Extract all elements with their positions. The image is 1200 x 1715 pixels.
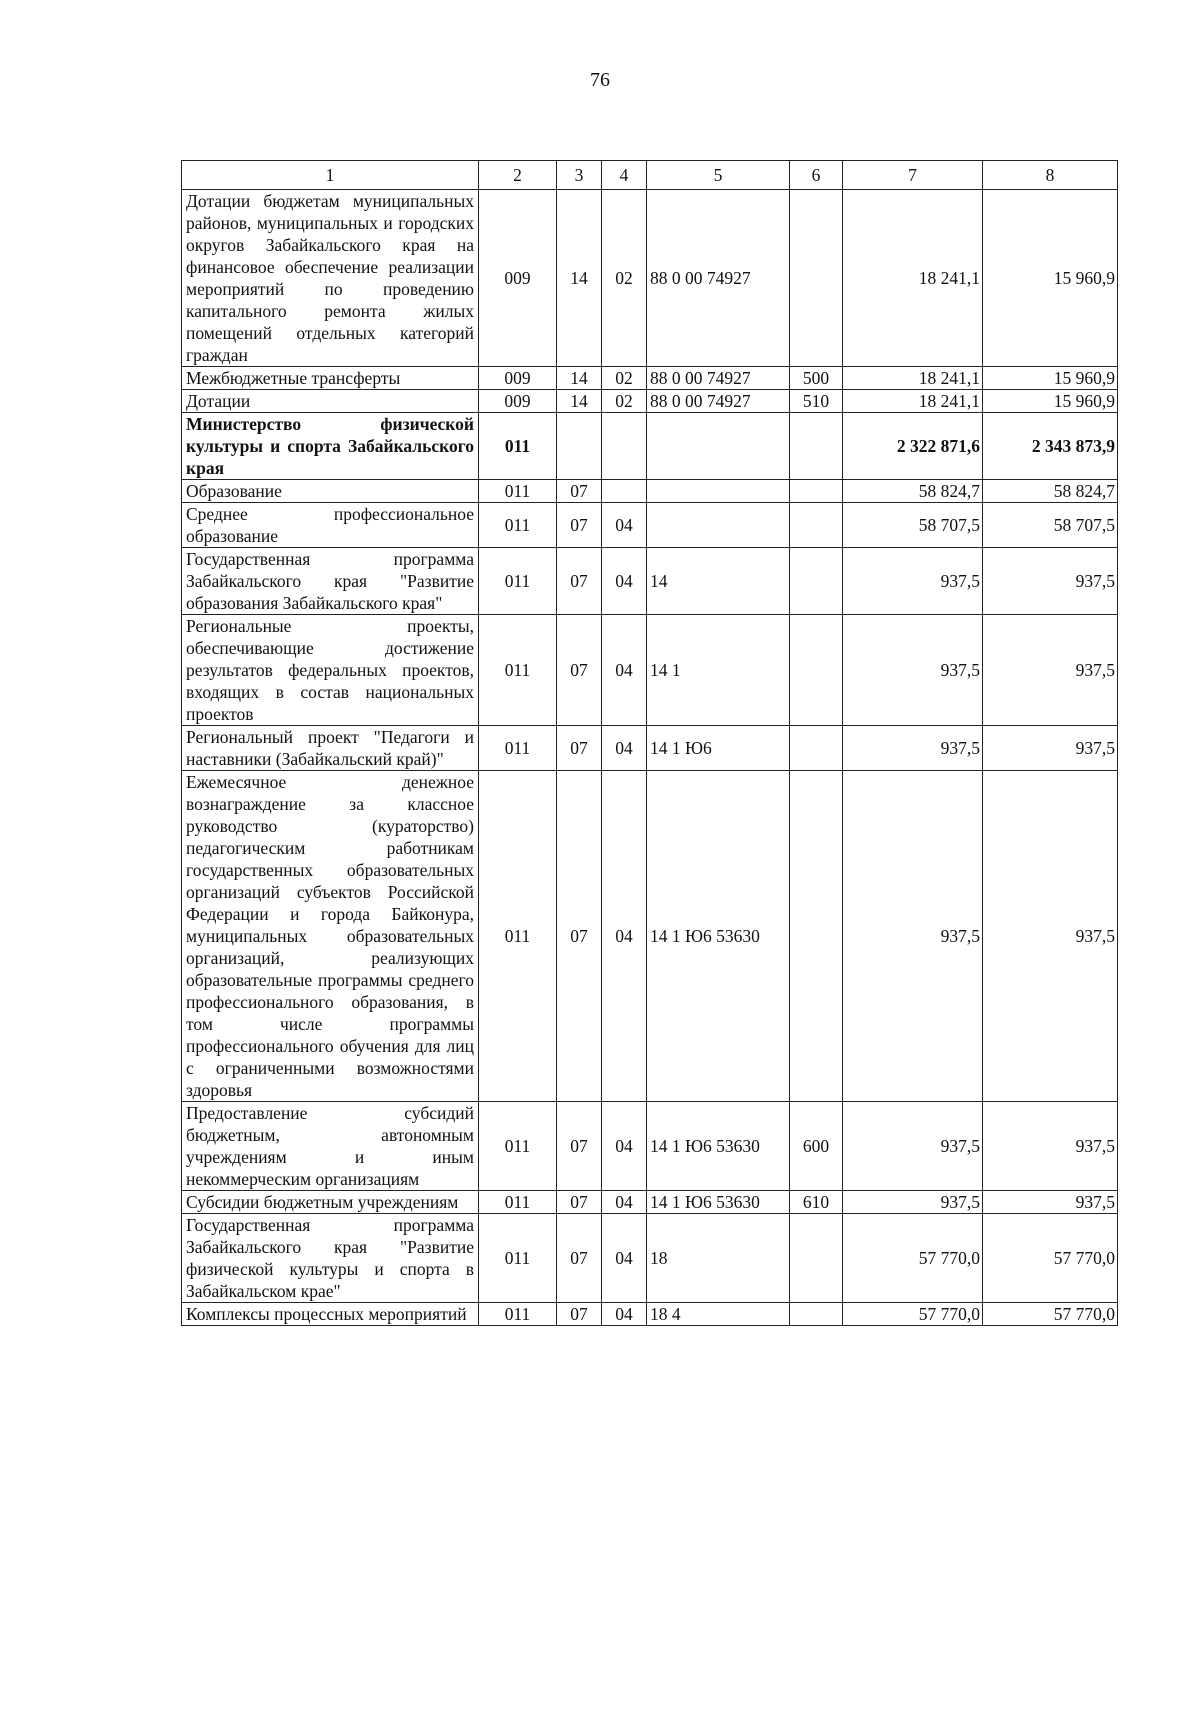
row-subsection-cell: 04: [602, 503, 647, 548]
table-row: [182, 190, 1118, 367]
row-subsection-cell: [602, 480, 647, 503]
row-amount-year2-cell: 15 960,9: [983, 367, 1118, 390]
row-target-article-cell: 18: [647, 1214, 790, 1303]
row-amount-year2-cell: 937,5: [983, 1191, 1118, 1214]
row-amount-year1-cell: 937,5: [843, 1191, 983, 1214]
row-expense-type-cell: [790, 726, 843, 771]
row-section-cell: 07: [557, 1303, 602, 1326]
row-subsection-cell: 04: [602, 548, 647, 615]
row-section-cell: 07: [557, 1191, 602, 1214]
row-amount-year1-cell: 58 824,7: [843, 480, 983, 503]
row-name-cell: Дотации: [182, 390, 479, 413]
row-subsection-cell: 02: [602, 390, 647, 413]
row-subsection-cell: 04: [602, 1191, 647, 1214]
row-amount-year1-cell: 937,5: [843, 1102, 983, 1191]
header-cell-5: 5: [647, 161, 790, 190]
table-row: [182, 1191, 1118, 1214]
row-admin-code-cell: 009: [479, 367, 557, 390]
table-row: [182, 390, 1118, 413]
row-name-cell: Среднее профессиональное образование: [182, 503, 479, 548]
row-target-article-cell: 88 0 00 74927: [647, 367, 790, 390]
row-section-cell: 07: [557, 771, 602, 1102]
row-section-cell: 07: [557, 503, 602, 548]
row-target-article-cell: [647, 480, 790, 503]
row-section-cell: 14: [557, 367, 602, 390]
row-admin-code-cell: 011: [479, 480, 557, 503]
row-amount-year2-cell: 57 770,0: [983, 1214, 1118, 1303]
row-name-cell: Предоставление субсидий бюджетным, автономным учреждениям и иным некоммерческим организациям: [182, 1102, 479, 1191]
row-amount-year1-cell: 57 770,0: [843, 1303, 983, 1326]
table-row: [182, 615, 1118, 726]
table-row: [182, 726, 1118, 771]
table-header-row: [182, 161, 1118, 190]
row-target-article-cell: 14 1 Ю6 53630: [647, 771, 790, 1102]
row-amount-year1-cell: 937,5: [843, 548, 983, 615]
row-admin-code-cell: 011: [479, 1102, 557, 1191]
row-amount-year1-cell: 2 322 871,6: [843, 413, 983, 480]
row-expense-type-cell: 600: [790, 1102, 843, 1191]
row-admin-code-cell: 011: [479, 548, 557, 615]
row-name-cell: Ежемесячное денежное вознаграждение за классное руководство (кураторство) педагогическим работникам государственных образовательных организаций субъектов Российской Федерации и города Байконура, муниципальных образовательных организаций, реализующих образовательные программы среднего профессионального образования, в том числе программы профессионального обучения для лиц с ограниченными возможностями здоровья: [182, 771, 479, 1102]
row-admin-code-cell: 011: [479, 771, 557, 1102]
row-amount-year1-cell: 58 707,5: [843, 503, 983, 548]
row-expense-type-cell: 510: [790, 390, 843, 413]
row-name-cell: Дотации бюджетам муниципальных районов, муниципальных и городских округов Забайкальского края на финансовое обеспечение реализации мероприятий по проведению капитального ремонта жилых помещений отдельных категорий граждан: [182, 190, 479, 367]
row-name-cell: Комплексы процессных мероприятий: [182, 1303, 479, 1326]
row-amount-year2-cell: 57 770,0: [983, 1303, 1118, 1326]
row-amount-year2-cell: 15 960,9: [983, 390, 1118, 413]
page-number: 76: [590, 69, 610, 91]
row-amount-year1-cell: 937,5: [843, 726, 983, 771]
header-cell-6: 6: [790, 161, 843, 190]
row-section-cell: 07: [557, 726, 602, 771]
row-name-cell: Региональные проекты, обеспечивающие достижение результатов федеральных проектов, входящих в состав национальных проектов: [182, 615, 479, 726]
row-expense-type-cell: [790, 413, 843, 480]
row-name-cell: Региональный проект "Педагоги и наставники (Забайкальский край)": [182, 726, 479, 771]
row-subsection-cell: 04: [602, 726, 647, 771]
table-row: [182, 1303, 1118, 1326]
row-amount-year2-cell: 58 824,7: [983, 480, 1118, 503]
row-amount-year2-cell: 937,5: [983, 548, 1118, 615]
row-admin-code-cell: 011: [479, 1191, 557, 1214]
row-amount-year2-cell: 937,5: [983, 615, 1118, 726]
row-expense-type-cell: [790, 190, 843, 367]
row-section-cell: 07: [557, 480, 602, 503]
table-row: [182, 548, 1118, 615]
row-target-article-cell: [647, 503, 790, 548]
row-subsection-cell: 04: [602, 771, 647, 1102]
row-target-article-cell: 88 0 00 74927: [647, 190, 790, 367]
header-cell-1: 1: [182, 161, 479, 190]
row-subsection-cell: 04: [602, 1102, 647, 1191]
row-expense-type-cell: [790, 1214, 843, 1303]
row-target-article-cell: 14 1 Ю6: [647, 726, 790, 771]
row-expense-type-cell: 500: [790, 367, 843, 390]
row-section-cell: [557, 413, 602, 480]
row-section-cell: 07: [557, 548, 602, 615]
row-subsection-cell: 02: [602, 367, 647, 390]
row-admin-code-cell: 011: [479, 1214, 557, 1303]
row-target-article-cell: 14: [647, 548, 790, 615]
table-row: [182, 1214, 1118, 1303]
row-name-cell: Образование: [182, 480, 479, 503]
row-admin-code-cell: 011: [479, 615, 557, 726]
row-amount-year2-cell: 937,5: [983, 726, 1118, 771]
row-amount-year1-cell: 57 770,0: [843, 1214, 983, 1303]
row-admin-code-cell: 009: [479, 390, 557, 413]
row-target-article-cell: 14 1 Ю6 53630: [647, 1102, 790, 1191]
header-cell-8: 8: [983, 161, 1118, 190]
row-amount-year1-cell: 937,5: [843, 615, 983, 726]
row-name-cell: Межбюджетные трансферты: [182, 367, 479, 390]
budget-table: [181, 160, 1118, 1326]
row-expense-type-cell: [790, 548, 843, 615]
row-name-cell: Субсидии бюджетным учреждениям: [182, 1191, 479, 1214]
row-expense-type-cell: [790, 503, 843, 548]
row-expense-type-cell: [790, 1303, 843, 1326]
row-subsection-cell: 04: [602, 1303, 647, 1326]
row-expense-type-cell: [790, 480, 843, 503]
row-admin-code-cell: 011: [479, 503, 557, 548]
table-row: [182, 771, 1118, 1102]
header-cell-3: 3: [557, 161, 602, 190]
table-row: [182, 480, 1118, 503]
row-name-cell: Государственная программа Забайкальского края "Развитие физической культуры и спорта в Забайкальском крае": [182, 1214, 479, 1303]
row-name-cell: Министерство физической культуры и спорта Забайкальского края: [182, 413, 479, 480]
row-amount-year2-cell: 937,5: [983, 771, 1118, 1102]
row-section-cell: 07: [557, 1102, 602, 1191]
row-subsection-cell: 04: [602, 615, 647, 726]
row-amount-year2-cell: 58 707,5: [983, 503, 1118, 548]
header-cell-7: 7: [843, 161, 983, 190]
row-target-article-cell: 18 4: [647, 1303, 790, 1326]
table-row: [182, 503, 1118, 548]
row-amount-year1-cell: 18 241,1: [843, 190, 983, 367]
row-amount-year1-cell: 18 241,1: [843, 390, 983, 413]
header-cell-2: 2: [479, 161, 557, 190]
row-target-article-cell: 14 1: [647, 615, 790, 726]
row-subsection-cell: [602, 413, 647, 480]
row-amount-year2-cell: 937,5: [983, 1102, 1118, 1191]
row-amount-year1-cell: 18 241,1: [843, 367, 983, 390]
header-cell-4: 4: [602, 161, 647, 190]
row-admin-code-cell: 011: [479, 1303, 557, 1326]
row-section-cell: 14: [557, 390, 602, 413]
row-section-cell: 07: [557, 1214, 602, 1303]
row-amount-year1-cell: 937,5: [843, 771, 983, 1102]
row-expense-type-cell: [790, 615, 843, 726]
row-target-article-cell: 14 1 Ю6 53630: [647, 1191, 790, 1214]
row-expense-type-cell: [790, 771, 843, 1102]
table-row: [182, 1102, 1118, 1191]
row-amount-year2-cell: 15 960,9: [983, 190, 1118, 367]
table-row: [182, 367, 1118, 390]
row-expense-type-cell: 610: [790, 1191, 843, 1214]
row-target-article-cell: [647, 413, 790, 480]
row-admin-code-cell: 011: [479, 413, 557, 480]
row-name-cell: Государственная программа Забайкальского края "Развитие образования Забайкальского края": [182, 548, 479, 615]
row-subsection-cell: 04: [602, 1214, 647, 1303]
row-admin-code-cell: 009: [479, 190, 557, 367]
row-section-cell: 07: [557, 615, 602, 726]
row-section-cell: 14: [557, 190, 602, 367]
row-target-article-cell: 88 0 00 74927: [647, 390, 790, 413]
row-admin-code-cell: 011: [479, 726, 557, 771]
row-subsection-cell: 02: [602, 190, 647, 367]
table-row: [182, 413, 1118, 480]
row-amount-year2-cell: 2 343 873,9: [983, 413, 1118, 480]
